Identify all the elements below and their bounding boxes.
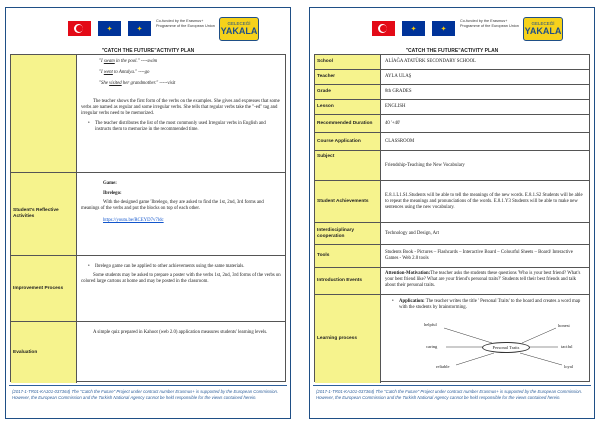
erasmus-logo-text: Co-funded by the Erasmus+ Programme of the European Union bbox=[156, 19, 215, 28]
table-row bbox=[315, 245, 589, 268]
tools-value: Students Book - Pictures – Flashcards – Interactive Board – Colourful Sheets – Board/ Interactive Games - Web 2.0 tools bbox=[385, 250, 573, 261]
page-right bbox=[309, 7, 595, 419]
teacher-explanation: The teacher shows the first form of the verbs on the examples. She gives and expresses that some verbs are named as regular and some irregular verbs. She tells that regular verbs take the "-ed" tag and irregular verbs need to be memorized. bbox=[81, 99, 280, 116]
table-row bbox=[11, 55, 285, 173]
table-row bbox=[11, 256, 285, 322]
word-map bbox=[386, 319, 585, 375]
row-label: Course Application bbox=[315, 133, 381, 150]
row-label: Improvement Process bbox=[11, 256, 77, 321]
table-row bbox=[315, 100, 589, 115]
yakala-logo bbox=[523, 17, 563, 41]
example-sentence: "I swam in the pool." ----swim bbox=[99, 59, 158, 64]
subject-value: Friendship-Teaching the New Vocabulary bbox=[385, 162, 465, 168]
table-row bbox=[315, 151, 589, 181]
row-label: Tools bbox=[315, 245, 381, 267]
row-label: Subject bbox=[315, 151, 381, 180]
row-label: Grade bbox=[315, 85, 381, 99]
row-label: Recommended Duration bbox=[315, 115, 381, 132]
table-row bbox=[11, 322, 285, 383]
word-map-center: Personal Traits bbox=[482, 342, 530, 353]
table-row bbox=[315, 181, 589, 223]
eu-flag-icon: ✦ bbox=[432, 21, 455, 36]
table-row bbox=[315, 268, 589, 295]
teacher-value: AYLA ULAŞ bbox=[385, 74, 412, 79]
game-heading: Game: bbox=[103, 181, 117, 186]
row-label: Learning process bbox=[315, 295, 381, 383]
grade-value: 8th GRADES bbox=[385, 89, 412, 94]
game-name: Ibrelego: bbox=[103, 191, 122, 196]
table-row bbox=[315, 115, 589, 133]
page-left bbox=[5, 7, 291, 419]
logo-big-text: YAKALA bbox=[524, 26, 562, 36]
row-label: School bbox=[315, 55, 381, 69]
yakala-logo bbox=[219, 17, 259, 41]
table-row bbox=[315, 133, 589, 151]
eu-flag-icon: ✦ bbox=[128, 21, 151, 36]
logo-bar bbox=[310, 13, 594, 43]
row-label: Lesson bbox=[315, 100, 381, 114]
interdisciplinary-value: Technology and Design, Art bbox=[385, 230, 440, 236]
evaluation-text: A simple quiz prepared in Kahoot (web 2.0) application measures students' learning levels. bbox=[93, 330, 268, 335]
example-sentence: "I went to Antalya." ----go bbox=[99, 70, 150, 75]
row-label: Teacher bbox=[315, 70, 381, 84]
table-row bbox=[11, 173, 285, 256]
logo-big-text: YAKALA bbox=[220, 26, 258, 36]
game-video-link[interactable]: https://youtu.be/RCEYD7v7ldc bbox=[103, 218, 164, 223]
turkey-flag-icon bbox=[68, 21, 91, 36]
school-value: ALİAĞA ATATÜRK SECONDARY SCHOOL bbox=[385, 59, 476, 64]
table-row bbox=[315, 295, 589, 383]
game-description: With the designed game 'Ibrelego, they are asked to find the 1st, 2nd, 3rd forms and meanings of the verbs and put the blocks on top of each other. bbox=[81, 200, 264, 211]
plan-table bbox=[10, 54, 286, 382]
table-row bbox=[315, 223, 589, 245]
eu-flag-icon: ✦ bbox=[402, 21, 425, 36]
example-sentence: "She visited her grandmother." -----visit bbox=[99, 81, 176, 86]
logo-bar bbox=[6, 13, 290, 43]
logo-small-text: GELECEĞİ bbox=[227, 21, 251, 26]
achievements-value: E.8.1.L1.S1.Students will be able to tell the meanings of the new words. E.8.1.S2 Students will be able to repeat the meanings and pronunciations of the words. E.8.1.Y3 Students will be able to make new sentences using the new vocabulary. bbox=[385, 192, 583, 210]
row-label: Interdisciplinary cooperation bbox=[315, 223, 381, 244]
plan-table bbox=[314, 54, 590, 382]
course-application-value: CLASSROOM bbox=[385, 138, 415, 144]
row-label: Evaluation bbox=[11, 322, 77, 383]
funding-disclaimer: (2017-1-TR01-KA101-037364) The "Catch the Future" Project under contract number Erasmus+ is supported by the European Commission. However, the European Commission and the Turkish National Agency cannot be held responsible for the views contained herein. bbox=[9, 385, 287, 416]
trait-reliable: reliable bbox=[436, 364, 450, 369]
lesson-value: ENGLISH bbox=[385, 104, 406, 109]
improvement-text: Some students may be asked to prepare a poster with the verbs 1st, 2nd, 3rd forms of the verbs on colored large cartons at home and may be posted in the classroom. bbox=[81, 273, 281, 284]
introduction-value: Attention-Motivation:The teacher asks the students these questions 'Who is your best friend? What's your best friend like? What are your friend's personal traits?' Students tell their best friends and talk about their personal traits. bbox=[385, 271, 581, 288]
learning-process-value: • Application: The teacher writes the title ' Personal Traits' to the board and creates a word map with the students by brainstorming. helpful honest caring Personal Traits tactful reliable loyal bbox=[382, 295, 589, 383]
logo-small-text: GELECEĞİ bbox=[531, 21, 555, 26]
trait-loyal: loyal bbox=[564, 364, 573, 369]
document-title: "CATCH THE FUTURE"ACTIVITY PLAN bbox=[405, 48, 499, 54]
trait-helpful: helpful bbox=[424, 322, 437, 327]
table-row bbox=[315, 85, 589, 100]
improvement-bullet: • Ibrelego game can be applied to other achievements using the same materials. bbox=[81, 264, 282, 270]
erasmus-logo-text: Co-funded by the Erasmus+ Programme of the European Union bbox=[460, 19, 519, 28]
document-title: "CATCH THE FUTURE"ACTIVITY PLAN bbox=[101, 48, 195, 54]
trait-tactful: tactful bbox=[561, 344, 573, 349]
table-row bbox=[315, 55, 589, 70]
row-label: Introduction Events bbox=[315, 268, 381, 294]
trait-honest: honest bbox=[558, 323, 570, 328]
funding-disclaimer: (2017-1-TR01-KA101-037364) The "Catch the Future" Project under contract number Erasmus+ is supported by the European Commission. However, the European Commission and the Turkish National Agency cannot be held responsible for the views contained herein. bbox=[313, 385, 591, 416]
teacher-bullet: • The teacher distributes the list of the most commonly used Irregular verbs in English and instructs them to memorize in the recommended time. bbox=[81, 121, 282, 133]
table-row bbox=[315, 70, 589, 85]
turkey-flag-icon bbox=[372, 21, 395, 36]
duration-value: 40 '+40' bbox=[385, 120, 401, 126]
trait-caring: caring bbox=[426, 344, 438, 349]
row-label: Student Achievements bbox=[315, 181, 381, 222]
row-label: Student's Reflective Activities bbox=[11, 173, 77, 255]
eu-flag-icon: ✦ bbox=[98, 21, 121, 36]
